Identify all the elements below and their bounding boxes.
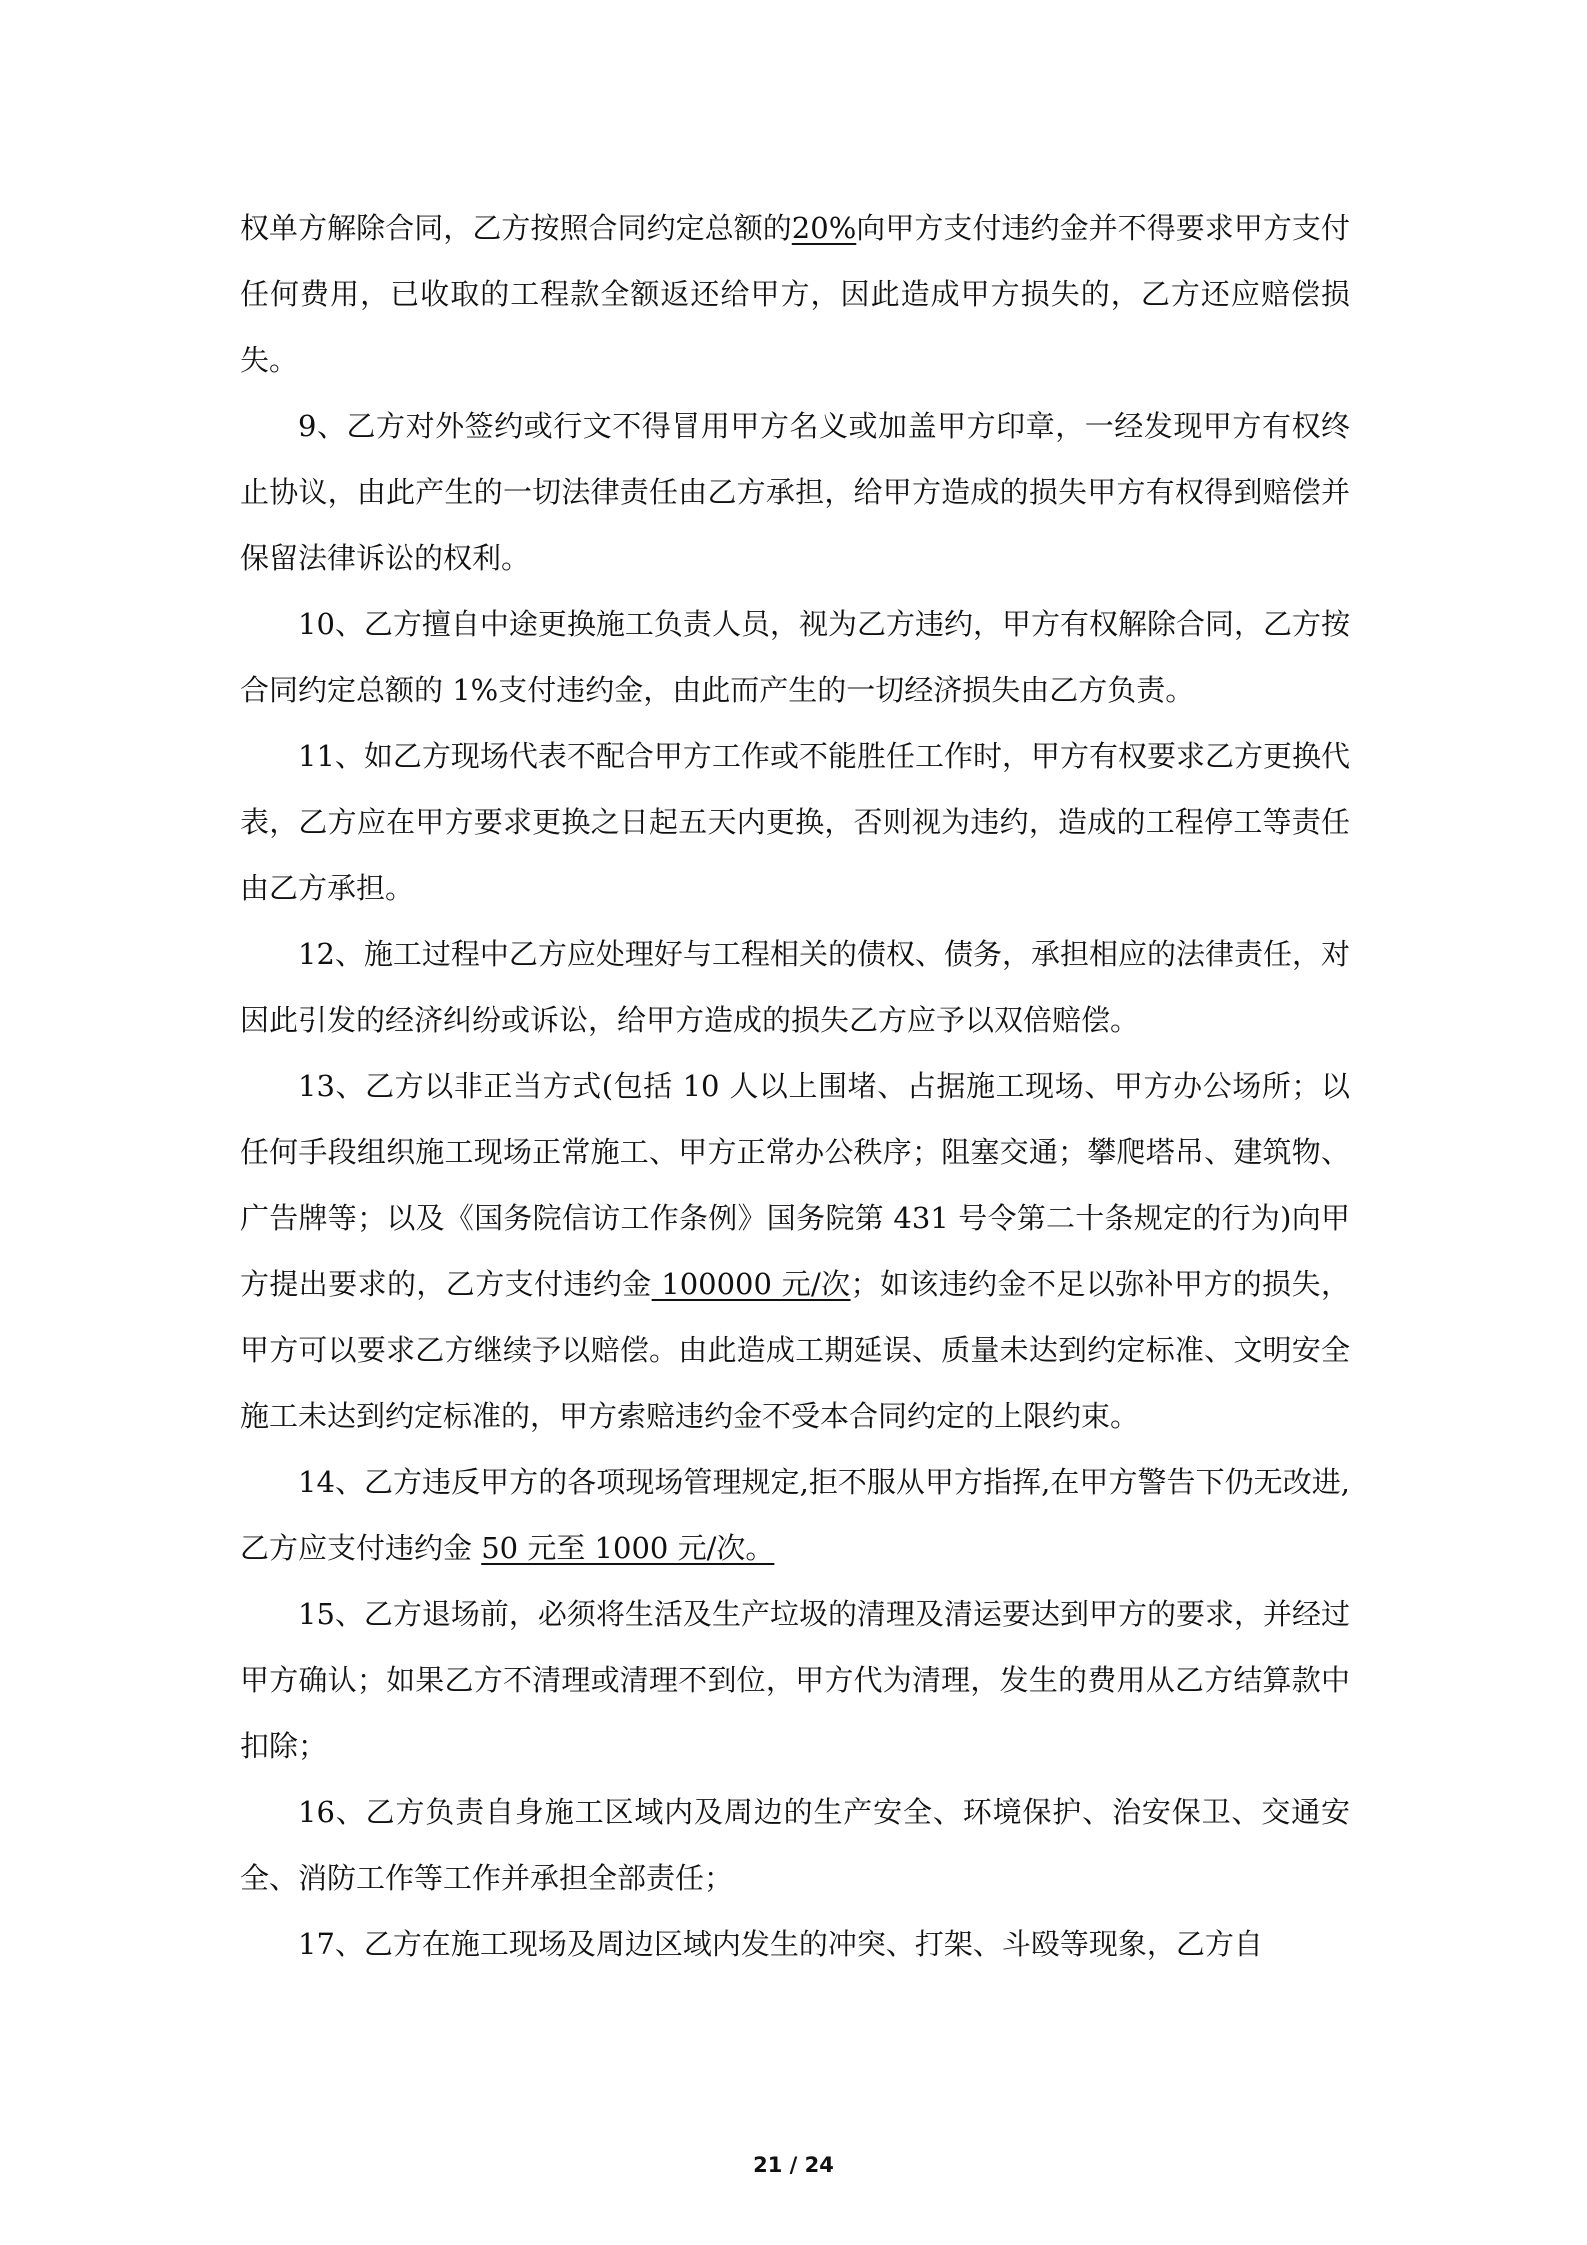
paragraph-run: 向甲方支付违约金并不得要求甲方支付任何费用，已收取的工程款全额返还给甲方，因此造成甲方损失的，乙方还应赔偿损失。	[240, 211, 1350, 377]
paragraph-clause-17	[240, 1911, 1350, 1977]
paragraph-run-underlined: 50 元至 1000 元/次。	[481, 1531, 775, 1565]
paragraph-run: ；如该违约金不足以弥补甲方的损失，甲方可以要求乙方继续予以赔偿。由此造成工期延误、质量未达到约定标准、文明安全施工未达到约定标准的，甲方索赔违约金不受本合同约定的上限约束。	[240, 1267, 1350, 1433]
paragraph-clause-10	[240, 591, 1350, 723]
paragraph-run-underlined: 100000 元/次	[651, 1267, 851, 1301]
page-number: 21 / 24	[753, 2153, 834, 2177]
paragraph-run: 9、乙方对外签约或行文不得冒用甲方名义或加盖甲方印章，一经发现甲方有权终止协议，由此产生的一切法律责任由乙方承担，给甲方造成的损失甲方有权得到赔偿并保留法律诉讼的权利。	[240, 409, 1350, 575]
paragraph-clause-9	[240, 393, 1350, 591]
paragraph-run: 17、乙方在施工现场及周边区域内发生的冲突、打架、斗殴等现象，乙方自	[298, 1927, 1263, 1961]
paragraph-run: 15、乙方退场前，必须将生活及生产垃圾的清理及清运要达到甲方的要求，并经过甲方确认；如果乙方不清理或清理不到位，甲方代为清理，发生的费用从乙方结算款中扣除；	[240, 1597, 1350, 1763]
paragraph-clause-16	[240, 1779, 1350, 1911]
paragraph-clause-12	[240, 921, 1350, 1053]
paragraph-clause-13	[240, 1053, 1350, 1449]
paragraph	[240, 195, 1350, 393]
paragraph-run: 权单方解除合同，乙方按照合同约定总额的	[240, 211, 792, 245]
paragraph-run: 13、乙方以非正当方式(包括 10 人以上围堵、占据施工现场、甲方办公场所；以任何手段组织施工现场正常施工、甲方正常办公秩序；阻塞交通；攀爬塔吊、建筑物、广告牌等；以及《国务院信访工作条例》国务院第 431 号令第二十条规定的行为)向甲方提出要求的，乙方支付违约金	[240, 1069, 1350, 1301]
paragraph-clause-14	[240, 1449, 1350, 1581]
paragraph-run-underlined: 20%	[791, 211, 857, 245]
document-body	[240, 195, 1350, 1977]
paragraph-run: 11、如乙方现场代表不配合甲方工作或不能胜任工作时，甲方有权要求乙方更换代表，乙方应在甲方要求更换之日起五天内更换，否则视为违约，造成的工程停工等责任由乙方承担。	[240, 739, 1350, 905]
paragraph-run: 16、乙方负责自身施工区域内及周边的生产安全、环境保护、治安保卫、交通安全、消防工作等工作并承担全部责任；	[240, 1795, 1350, 1895]
paragraph-run: 10、乙方擅自中途更换施工负责人员，视为乙方违约，甲方有权解除合同，乙方按合同约定总额的 1%支付违约金，由此而产生的一切经济损失由乙方负责。	[240, 607, 1350, 707]
paragraph-clause-11	[240, 723, 1350, 921]
paragraph-run: 14、乙方违反甲方的各项现场管理规定,拒不服从甲方指挥,在甲方警告下仍无改进,乙方应支付违约金	[240, 1465, 1350, 1565]
paragraph-clause-15	[240, 1581, 1350, 1779]
paragraph-run: 12、施工过程中乙方应处理好与工程相关的债权、债务，承担相应的法律责任，对因此引发的经济纠纷或诉讼，给甲方造成的损失乙方应予以双倍赔偿。	[240, 937, 1350, 1037]
